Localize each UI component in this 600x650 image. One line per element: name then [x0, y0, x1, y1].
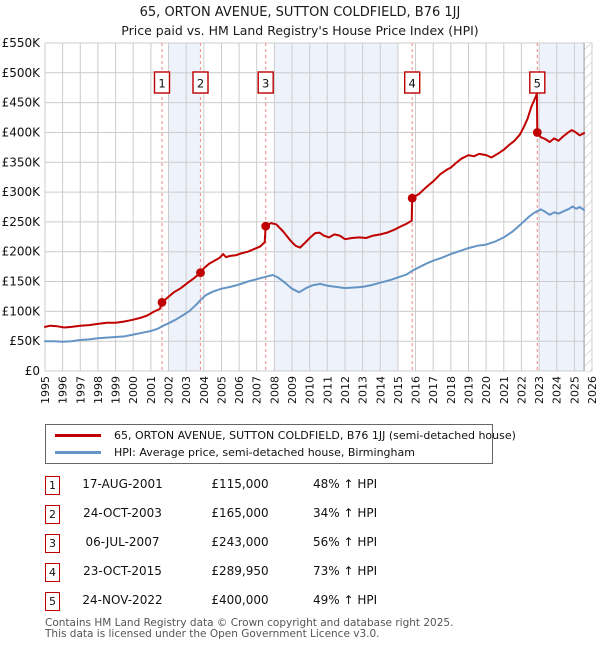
sale-row-price: £165,000 [211, 506, 269, 520]
sale-marker [261, 222, 270, 231]
sale-row [0, 592, 600, 614]
x-tick-label: 2023 [533, 376, 547, 404]
footer-copyright: Contains HM Land Registry data © Crown copyright and database right 2025. [45, 617, 454, 629]
y-tick-label: £150K [1, 274, 40, 289]
y-tick-label: £550K [1, 36, 40, 50]
x-tick-label: 1999 [109, 376, 123, 404]
x-tick-label: 2010 [303, 376, 317, 404]
sale-row-price: £289,950 [211, 564, 269, 578]
x-tick-label: 2017 [427, 376, 441, 404]
sale-row-hpi-delta: 49% ↑ HPI [313, 593, 378, 607]
x-tick-label: 2009 [286, 376, 299, 404]
sale-row-number: 1 [45, 476, 60, 495]
sale-row [0, 563, 600, 585]
x-tick-label: 2005 [215, 376, 229, 404]
x-tick-label: 2002 [162, 376, 176, 404]
x-tick-label: 1996 [56, 376, 70, 404]
sale-number: 2 [196, 76, 205, 91]
shaded-band [539, 43, 584, 371]
sale-row-price: £243,000 [211, 535, 269, 549]
y-tick-label: £300K [1, 185, 40, 200]
x-tick-label: 2003 [180, 376, 194, 404]
x-tick-label: 1998 [91, 376, 105, 404]
page-subtitle: Price paid vs. HM Land Registry's House Price Index (HPI) [121, 23, 479, 38]
sale-marker [196, 268, 205, 277]
page-title: 65, ORTON AVENUE, SUTTON COLDFIELD, B76 1JJ [139, 5, 461, 20]
sale-marker [533, 128, 542, 137]
x-tick-label: 2012 [339, 376, 352, 404]
y-tick-label: £450K [1, 95, 40, 110]
x-tick-label: 1997 [74, 376, 88, 404]
sale-marker [408, 194, 417, 203]
y-tick-label: £100K [1, 304, 40, 319]
x-tick-label: 2014 [374, 376, 388, 404]
chart-legend [45, 424, 516, 464]
x-tick-label: 2013 [356, 376, 370, 404]
x-tick-label: 2015 [391, 376, 405, 404]
x-tick-label: 2011 [321, 376, 335, 404]
footer-licence: This data is licensed under the Open Government Licence v3.0. [45, 628, 380, 640]
x-tick-label: 2020 [480, 375, 494, 404]
x-tick-label: 1995 [39, 376, 52, 404]
x-tick-label: 2000 [127, 376, 141, 404]
sale-row [0, 476, 600, 498]
sale-row-hpi-delta: 48% ↑ HPI [313, 477, 378, 491]
x-tick-label: 2019 [462, 376, 476, 404]
sale-row-date: 23-OCT-2015 [83, 564, 162, 578]
sale-row-number: 5 [45, 592, 60, 611]
x-tick-label: 2022 [515, 376, 529, 404]
legend-row-property [46, 429, 516, 443]
x-tick-label: 2018 [444, 376, 458, 404]
legend-label-hpi: HPI: Average price, semi-detached house, Birmingham [114, 446, 415, 459]
x-tick-label: 2026 [586, 376, 599, 404]
x-tick-label: 2021 [497, 376, 511, 404]
x-tick-label: 2024 [550, 376, 564, 404]
sale-row [0, 505, 600, 527]
sale-row-number: 3 [45, 534, 60, 553]
sale-row-date: 17-AUG-2001 [82, 477, 163, 491]
x-tick-label: 2004 [197, 376, 211, 404]
x-tick-label: 2008 [268, 376, 282, 404]
sale-row-hpi-delta: 34% ↑ HPI [313, 506, 378, 520]
sale-row-date: 24-OCT-2003 [83, 506, 162, 520]
hpi-line-swatch [55, 451, 101, 454]
y-tick-label: £200K [1, 244, 40, 259]
legend-row-hpi [46, 446, 492, 460]
y-tick-label: £0 [24, 364, 40, 378]
x-tick-label: 2025 [568, 376, 582, 404]
sale-row-price: £400,000 [211, 593, 269, 607]
sale-row-price: £115,000 [211, 477, 269, 491]
sale-row-number: 4 [45, 563, 60, 582]
sale-number: 5 [533, 76, 541, 91]
x-tick-label: 2007 [250, 376, 264, 404]
property-line-swatch [55, 434, 101, 437]
sale-row-hpi-delta: 56% ↑ HPI [313, 535, 378, 549]
sale-row-date: 06-JUL-2007 [85, 535, 160, 549]
x-tick-label: 2016 [409, 376, 423, 404]
y-tick-label: £400K [1, 125, 40, 140]
sale-row [0, 534, 600, 556]
x-tick-label: 2001 [144, 376, 158, 404]
shaded-band [274, 43, 398, 371]
y-tick-label: £50K [9, 334, 40, 349]
sale-number: 1 [158, 76, 166, 91]
sale-number: 3 [262, 76, 270, 91]
sale-row-number: 2 [45, 505, 60, 524]
x-tick-label: 2006 [233, 376, 247, 404]
sale-number: 4 [408, 76, 416, 91]
y-tick-label: £500K [1, 65, 40, 80]
y-tick-label: £350K [1, 155, 40, 170]
sale-row-hpi-delta: 73% ↑ HPI [313, 564, 378, 578]
legend-label-property: 65, ORTON AVENUE, SUTTON COLDFIELD, B76 1JJ (semi-detached house) [114, 429, 516, 442]
y-tick-label: £250K [1, 214, 40, 229]
sale-row-date: 24-NOV-2022 [82, 593, 163, 607]
sale-marker [158, 298, 167, 307]
